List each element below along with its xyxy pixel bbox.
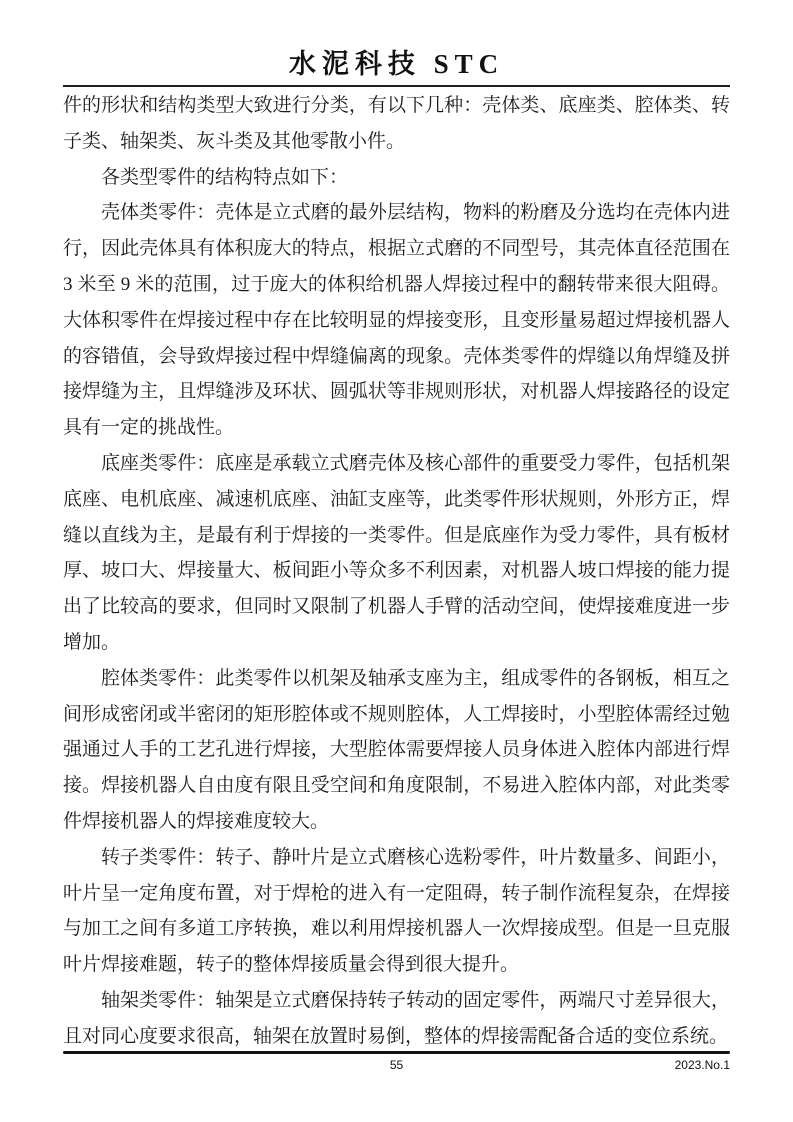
issue-number: 2023.No.1 bbox=[674, 1058, 730, 1072]
paragraph: 件的形状和结构类型大致进行分类，有以下几种：壳体类、底座类、腔体类、转子类、轴架类、灰斗类及其他零散小件。 bbox=[63, 95, 730, 152]
paragraph: 转子类零件：转子、静叶片是立式磨核心选粉零件，叶片数量多、间距小，叶片呈一定角度布置，对于焊枪的进入有一定阻碍，转子制作流程复杂，在焊接与加工之间有多道工序转换，难以利用焊接机器人一次焊接成型。但是一旦克服叶片焊接难题，转子的整体焊接质量会得到很大提升。 bbox=[63, 846, 730, 976]
journal-header-title: 水泥科技 STC bbox=[288, 49, 505, 79]
article-body bbox=[63, 88, 730, 1055]
paragraph: 轴架类零件：轴架是立式磨保持转子转动的固定零件，两端尺寸差异很大，且对同心度要求很高，轴架在放置时易倒，整体的焊接需配备合适的变位系统。 bbox=[63, 989, 730, 1047]
paragraph: 底座类零件：底座是承载立式磨壳体及核心部件的重要受力零件，包括机架底座、电机底座、减速机底座、油缸支座等，此类零件形状规则，外形方正，焊缝以直线为主，是最有利于焊接的一类零件。但是底座作为受力零件，具有板材厚、坡口大、焊接量大、板间距小等众多不利因素，对机器人坡口焊接的能力提出了比较高的要求，但同时又限制了机器人手臂的活动空间，使焊接难度进一步增加。 bbox=[63, 452, 730, 653]
paragraph: 壳体类零件：壳体是立式磨的最外层结构，物料的粉磨及分选均在壳体内进行，因此壳体具有体积庞大的特点，根据立式磨的不同型号，其壳体直径范围在 3 米至 9 米的范围，过于庞大的体积给机器人焊接过程中的翻转带来很大阻碍。大体积零件在焊接过程中存在比较明显的焊接变形，且变形量易超过焊接机器人的容错值，会导致焊接过程中焊缝偏离的现象。壳体类零件的焊缝以角焊缝及拼接焊缝为主，且焊缝涉及环状、圆弧状等非规则形状，对机器人焊接路径的设定具有一定的挑战性。 bbox=[63, 202, 730, 439]
footer-rule bbox=[63, 1051, 730, 1054]
page-number: 55 bbox=[389, 1058, 404, 1072]
paragraph: 各类型零件的结构特点如下： bbox=[101, 166, 349, 188]
paragraph: 腔体类零件：此类零件以机架及轴承支座为主，组成零件的各钢板，相互之间形成密闭或半密闭的矩形腔体或不规则腔体，人工焊接时，小型腔体需经过勉强通过人手的工艺孔进行焊接，大型腔体需要焊接人员身体进入腔体内部进行焊接。焊接机器人自由度有限且受空间和角度限制，不易进入腔体内部，对此类零件焊接机器人的焊接难度较大。 bbox=[63, 667, 730, 832]
header-rule bbox=[63, 85, 730, 87]
